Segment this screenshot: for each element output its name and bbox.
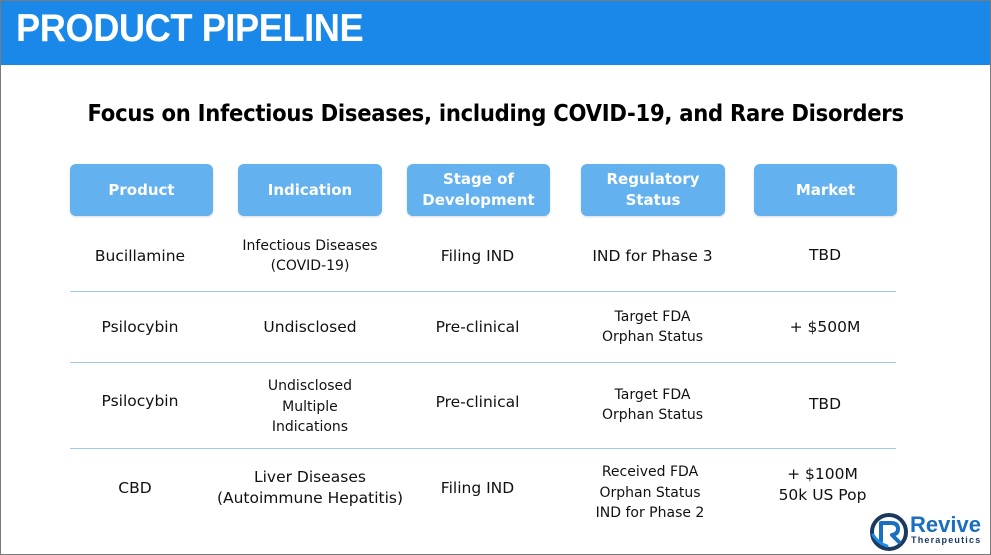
revive-logo <box>870 513 988 551</box>
column-header-market <box>754 164 897 216</box>
column-header-label: Regulatory Status <box>606 170 700 209</box>
product-cell: Bucillamine <box>94 246 186 265</box>
regulatory-cell: Received FDA Orphan Status IND for Phase 2 <box>595 464 705 522</box>
market-cell: TBD <box>808 245 842 264</box>
market-cell: + $500M <box>789 317 861 336</box>
row-divider <box>70 362 896 363</box>
stage-cell: Filing IND <box>440 478 515 497</box>
product-cell: Psilocybin <box>101 391 179 410</box>
indication-cell: Infectious Diseases (COVID-19) <box>242 237 378 274</box>
column-header-label: Product <box>108 180 175 199</box>
page-title: PRODUCT PIPELINE <box>16 7 364 50</box>
indication-cell: Liver Diseases (Autoimmune Hepatitis) <box>216 468 404 507</box>
column-header-indication <box>238 164 382 216</box>
slide-subtitle <box>0 99 991 129</box>
regulatory-cell: IND for Phase 3 <box>592 246 713 265</box>
market-cell: TBD <box>808 394 842 413</box>
subtitle-text: Focus on Infectious Diseases, including COVID-19, and Rare Disorders <box>87 101 904 127</box>
column-header-product <box>70 164 213 216</box>
regulatory-cell: Target FDA Orphan Status <box>601 386 704 423</box>
row-divider <box>70 448 896 449</box>
stage-cell: Filing IND <box>440 246 515 265</box>
column-header-regulatory <box>581 164 725 216</box>
header-band <box>1 1 990 65</box>
row-divider <box>70 291 896 292</box>
stage-cell: Pre-clinical <box>435 317 520 336</box>
column-header-stage <box>407 164 550 216</box>
product-cell: Psilocybin <box>101 317 179 336</box>
stage-cell: Pre-clinical <box>435 392 520 411</box>
indication-cell: Undisclosed <box>263 317 357 336</box>
market-cell: + $100M 50k US Pop <box>778 465 867 504</box>
logo-wordmark: Revive <box>910 512 981 537</box>
revive-r-logo-icon <box>870 513 908 551</box>
product-cell: CBD <box>118 478 152 497</box>
column-header-label: Indication <box>267 180 353 199</box>
column-header-label: Stage of Development <box>422 170 535 209</box>
column-header-label: Market <box>795 180 856 199</box>
indication-cell: Undisclosed Multiple Indications <box>267 378 353 436</box>
regulatory-cell: Target FDA Orphan Status <box>601 308 704 345</box>
logo-tagline: Therapeutics <box>911 535 982 545</box>
